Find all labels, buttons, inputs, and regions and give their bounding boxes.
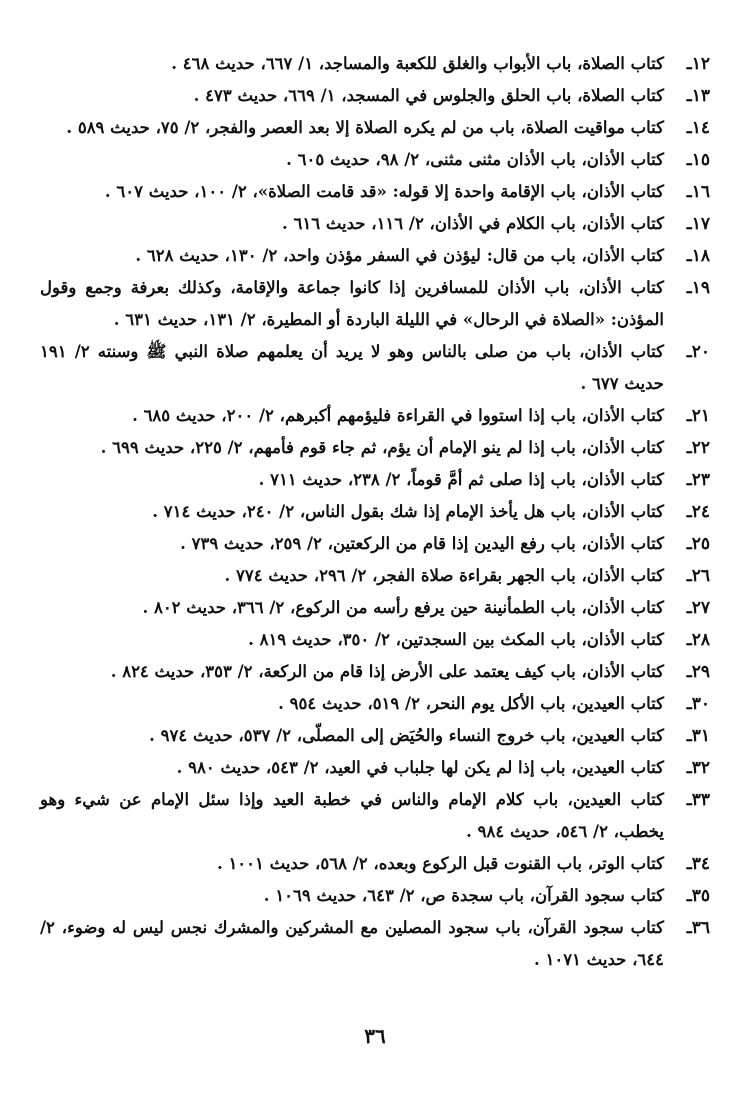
entry-text: كتاب الأذان، باب الجهر بقراءة صلاة الفجر، ٢/ ٢٩٦، حديث ٧٧٤ . bbox=[224, 566, 664, 585]
list-item bbox=[40, 592, 710, 624]
entry-text: كتاب الأذان، باب من قال: ليؤذن في السفر مؤذن واحد، ٢/ ١٣٠، حديث ٦٢٨ . bbox=[135, 246, 664, 265]
list-item bbox=[40, 880, 710, 912]
list-item bbox=[40, 688, 710, 720]
list-item bbox=[40, 624, 710, 656]
list-item bbox=[40, 528, 710, 560]
entry-text: كتاب الأذان، باب الأذان للمسافرين إذا كانوا جماعة والإقامة، وكذلك بعرفة وجمع وقول المؤذن: «الصلاة في الرحال» في الليلة الباردة أو المطيرة، ٢/ ١٣١، حديث ٦٣١ . bbox=[40, 278, 664, 329]
list-item bbox=[40, 144, 710, 176]
list-item bbox=[40, 112, 710, 144]
entry-text: كتاب الأذان، باب المكث بين السجدتين، ٢/ ٣٥٠، حديث ٨١٩ . bbox=[248, 630, 664, 649]
entry-number: ٢٥ـ bbox=[686, 534, 710, 554]
entry-text: كتاب الأذان، باب الأذان مثنى مثنى، ٢/ ٩٨، حديث ٦٠٥ . bbox=[286, 150, 664, 169]
list-item bbox=[40, 848, 710, 880]
list-item bbox=[40, 720, 710, 752]
entry-text: كتاب الصلاة، باب الأبواب والغلق للكعبة والمساجد، ١/ ٦٦٧، حديث ٤٦٨ . bbox=[171, 54, 664, 73]
list-item bbox=[40, 400, 710, 432]
entry-text: كتاب الأذان، باب إذا لم ينو الإمام أن يؤم، ثم جاء قوم فأمهم، ٢/ ٢٢٥، حديث ٦٩٩ . bbox=[100, 438, 664, 457]
entry-number: ١٤ـ bbox=[686, 118, 710, 138]
list-item bbox=[40, 752, 710, 784]
list-item bbox=[40, 208, 710, 240]
entry-text: كتاب العيدين، باب خروج النساء والحُيَض إلى المصلّى، ٢/ ٥٣٧، حديث ٩٧٤ . bbox=[149, 726, 664, 745]
entry-text: كتاب الصلاة، باب الحلق والجلوس في المسجد، ١/ ٦٦٩، حديث ٤٧٣ . bbox=[193, 86, 664, 105]
entry-number: ٣٦ـ bbox=[686, 918, 710, 938]
entry-number: ٢٦ـ bbox=[686, 566, 710, 586]
entry-text: كتاب سجود القرآن، باب سجدة ص، ٢/ ٦٤٣، حديث ١٠٦٩ . bbox=[263, 886, 664, 905]
entry-number: ٢١ـ bbox=[686, 406, 710, 426]
list-item bbox=[40, 560, 710, 592]
entry-number: ١٢ـ bbox=[686, 54, 710, 74]
entry-number: ٣٢ـ bbox=[686, 758, 710, 778]
entry-number: ١٦ـ bbox=[686, 182, 710, 202]
entry-number: ٢٨ـ bbox=[686, 630, 710, 650]
entry-number: ٣١ـ bbox=[686, 726, 710, 746]
entry-text: كتاب الأذان، باب من صلى بالناس وهو لا يريد أن يعلمهم صلاة النبي ﷺ وسنته ٢/ ١٩١ حديث ٦٧٧ . bbox=[40, 342, 664, 393]
entry-number: ٣٣ـ bbox=[686, 790, 710, 810]
entry-number: ٢٢ـ bbox=[686, 438, 710, 458]
entry-number: ٣٥ـ bbox=[686, 886, 710, 906]
list-item bbox=[40, 464, 710, 496]
list-item bbox=[40, 336, 710, 400]
list-item bbox=[40, 912, 710, 976]
entry-list bbox=[40, 48, 710, 976]
entry-number: ١٨ـ bbox=[686, 246, 710, 266]
list-item bbox=[40, 48, 710, 80]
entry-text: كتاب الأذان، باب إذا صلى ثم أمَّ قوماً، ٢/ ٢٣٨، حديث ٧١١ . bbox=[258, 470, 664, 489]
entry-text: كتاب الوتر، باب القنوت قبل الركوع وبعده، ٢/ ٥٦٨، حديث ١٠٠١ . bbox=[216, 854, 664, 873]
list-item bbox=[40, 784, 710, 848]
entry-text: كتاب الأذان، باب الكلام في الأذان، ٢/ ١١٦، حديث ٦١٦ . bbox=[281, 214, 664, 233]
entry-number: ١٣ـ bbox=[686, 86, 710, 106]
entry-text: كتاب العيدين، باب كلام الإمام والناس في خطبة العيد وإذا سئل الإمام عن شيء وهو يخطب، ٢/ ٥٤٦، حديث ٩٨٤ . bbox=[40, 790, 664, 841]
entry-text: كتاب الأذان، باب الإقامة واحدة إلا قوله: «قد قامت الصلاة»، ٢/ ١٠٠، حديث ٦٠٧ . bbox=[104, 182, 664, 201]
entry-number: ٢٤ـ bbox=[686, 502, 710, 522]
entry-number: ١٥ـ bbox=[686, 150, 710, 170]
list-item bbox=[40, 176, 710, 208]
entry-number: ١٧ـ bbox=[686, 214, 710, 234]
entry-text: كتاب الأذان، باب رفع اليدين إذا قام من الركعتين، ٢/ ٢٥٩، حديث ٧٣٩ . bbox=[180, 534, 664, 553]
entry-text: كتاب الأذان، باب إذا استووا في القراءة فليؤمهم أكبرهم، ٢/ ٢٠٠، حديث ٦٨٥ . bbox=[132, 406, 664, 425]
list-item bbox=[40, 496, 710, 528]
entry-text: كتاب مواقيت الصلاة، باب من لم يكره الصلاة إلا بعد العصر والفجر، ٢/ ٧٥، حديث ٥٨٩ . bbox=[66, 118, 664, 137]
page-number: ٣٦ bbox=[364, 1024, 386, 1048]
entry-number: ٢٩ـ bbox=[686, 662, 710, 682]
list-item bbox=[40, 80, 710, 112]
entry-number: ٢٣ـ bbox=[686, 470, 710, 490]
entry-number: ١٩ـ bbox=[686, 278, 710, 298]
list-item bbox=[40, 432, 710, 464]
entry-number: ٣٠ـ bbox=[686, 694, 710, 714]
list-item bbox=[40, 240, 710, 272]
list-item bbox=[40, 272, 710, 336]
entry-number: ٢٠ـ bbox=[686, 342, 710, 362]
entry-text: كتاب العيدين، باب الأكل يوم النحر، ٢/ ٥١٩، حديث ٩٥٤ . bbox=[278, 694, 664, 713]
entry-number: ٣٤ـ bbox=[686, 854, 710, 874]
entry-text: كتاب العيدين، باب إذا لم يكن لها جلباب في العيد، ٢/ ٥٤٣، حديث ٩٨٠ . bbox=[176, 758, 664, 777]
entry-text: كتاب الأذان، باب كيف يعتمد على الأرض إذا قام من الركعة، ٢/ ٣٥٣، حديث ٨٢٤ . bbox=[110, 662, 664, 681]
entry-number: ٢٧ـ bbox=[686, 598, 710, 618]
entry-text: كتاب سجود القرآن، باب سجود المصلين مع المشركين والمشرك نجس ليس له وضوء، ٢/ ٦٤٤، حديث ١٠٧١ . bbox=[40, 918, 664, 969]
entry-text: كتاب الأذان، باب هل يأخذ الإمام إذا شك بقول الناس، ٢/ ٢٤٠، حديث ٧١٤ . bbox=[152, 502, 664, 521]
list-item bbox=[40, 656, 710, 688]
entry-text: كتاب الأذان، باب الطمأنينة حين يرفع رأسه من الركوع، ٢/ ٣٦٦، حديث ٨٠٢ . bbox=[142, 598, 664, 617]
